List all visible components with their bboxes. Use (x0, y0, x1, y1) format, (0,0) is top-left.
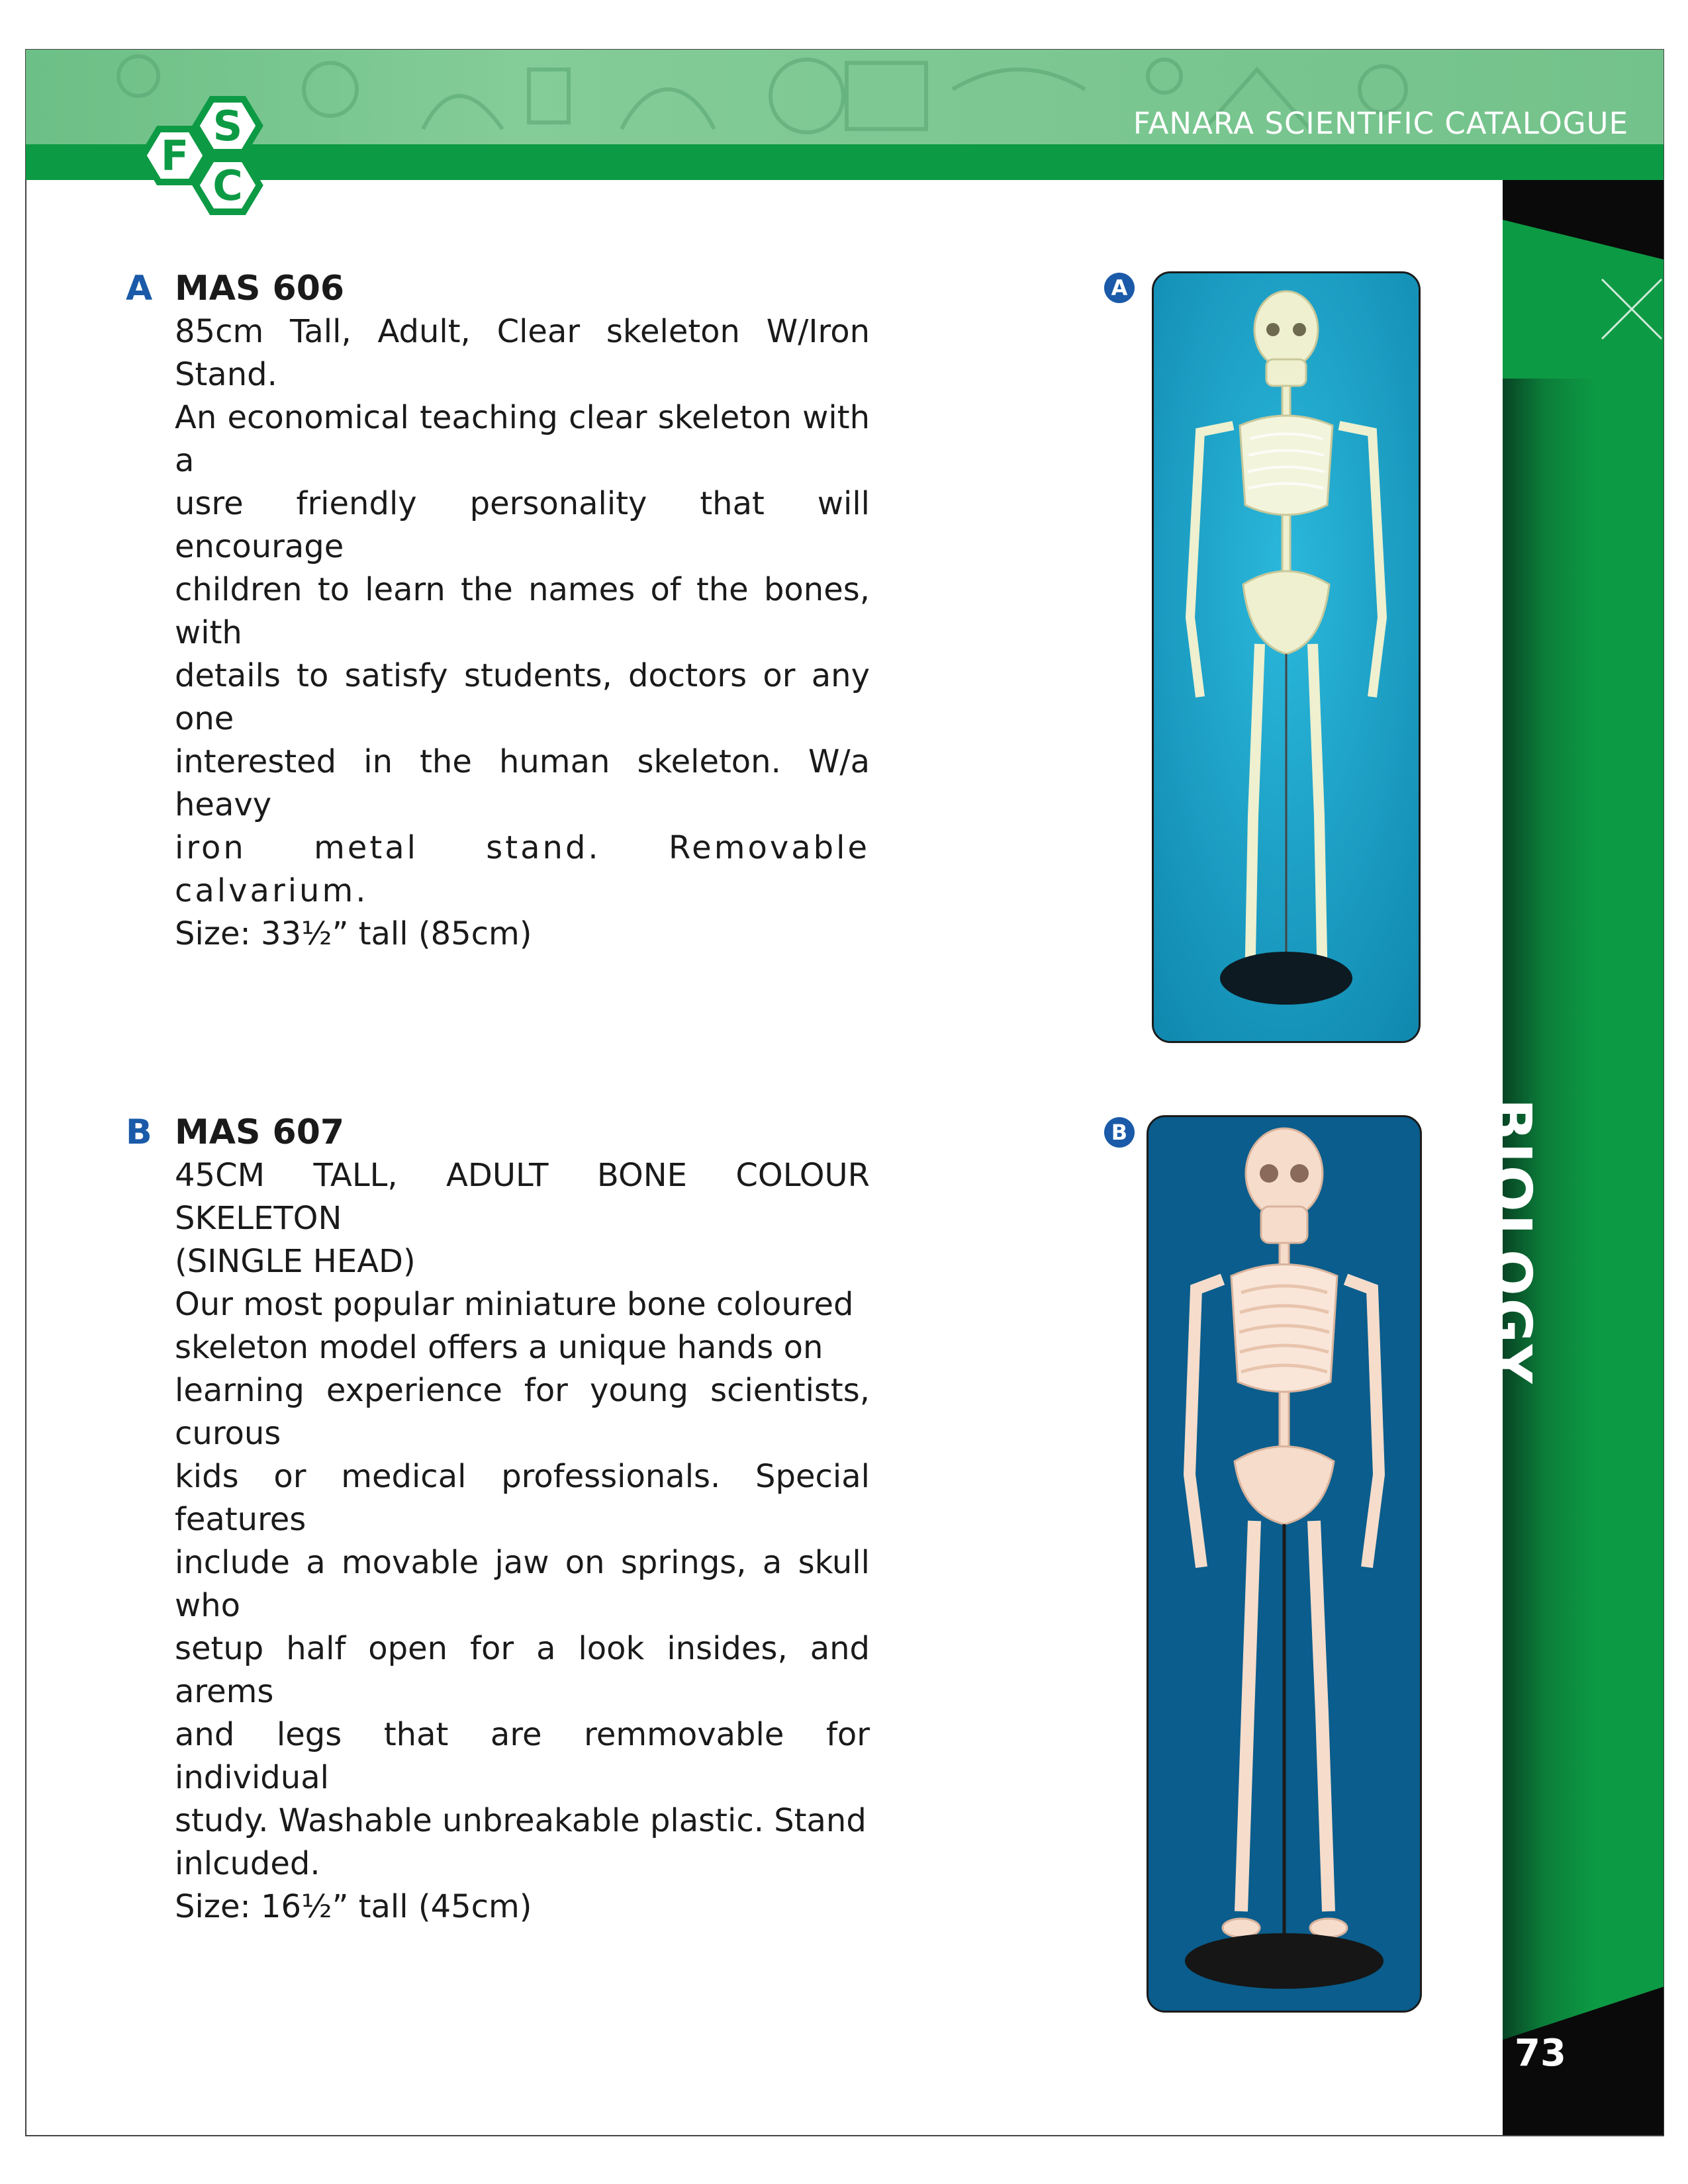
product-code: MAS 607 (175, 1113, 345, 1152)
catalogue-title: FANARA SCIENTIFIC CATALOGUE (1133, 106, 1628, 141)
skeleton-photo-a (1152, 271, 1421, 1043)
description-line: Size: 16½” tall (45cm) (175, 1888, 532, 1925)
description-line: usre friendly personality that will encourage (175, 485, 870, 565)
description-line: learning experience for young scientists, curous (175, 1372, 870, 1452)
description-line: Our most popular miniature bone coloured (175, 1286, 854, 1323)
description-line: iron metal stand. Removable calvarium. (175, 829, 870, 909)
description-line: and legs that are remmovable for individual (175, 1716, 870, 1796)
image-label-b: B (1104, 1117, 1135, 1148)
product-letter: A (126, 269, 153, 308)
description-line: 85cm Tall, Adult, Clear skeleton W/Iron Stand. (175, 313, 870, 393)
description-line: kids or medical professionals. Special features (175, 1458, 870, 1538)
description-line: (SINGLE HEAD) (175, 1243, 416, 1280)
logo-letter-c: C (212, 161, 243, 210)
description-line: interested in the human skeleton. W/a heavy (175, 743, 870, 823)
description-line: Size: 33½” tall (85cm) (175, 915, 532, 952)
description-line: include a movable jaw on springs, a skull who (175, 1544, 870, 1624)
description-line: 45CM TALL, ADULT BONE COLOUR SKELETON (175, 1157, 870, 1237)
logo-letter-f: F (160, 132, 189, 180)
description-line: study. Washable unbreakable plastic. Stand (175, 1802, 867, 1839)
product-description (175, 1154, 870, 1929)
product-letter: B (126, 1113, 152, 1152)
description-line: inlcuded. (175, 1845, 320, 1882)
description-line: children to learn the names of the bones, with (175, 571, 870, 651)
fsc-logo (126, 93, 278, 235)
product-code: MAS 606 (175, 269, 345, 308)
section-label-biology: BIOLOGY (1479, 1099, 1542, 1387)
description-line: details to satisfy students, doctors or any one (175, 657, 870, 737)
description-line: skeleton model offers a unique hands on (175, 1329, 823, 1366)
product-description (175, 310, 870, 956)
page-number: 73 (1515, 2032, 1566, 2075)
skeleton-photo-b (1147, 1115, 1422, 2013)
description-line: An economical teaching clear skeleton with a (175, 399, 870, 479)
description-line: setup half open for a look insides, and arems (175, 1630, 870, 1710)
image-label-a: A (1104, 273, 1135, 303)
logo-letter-s: S (212, 102, 243, 150)
